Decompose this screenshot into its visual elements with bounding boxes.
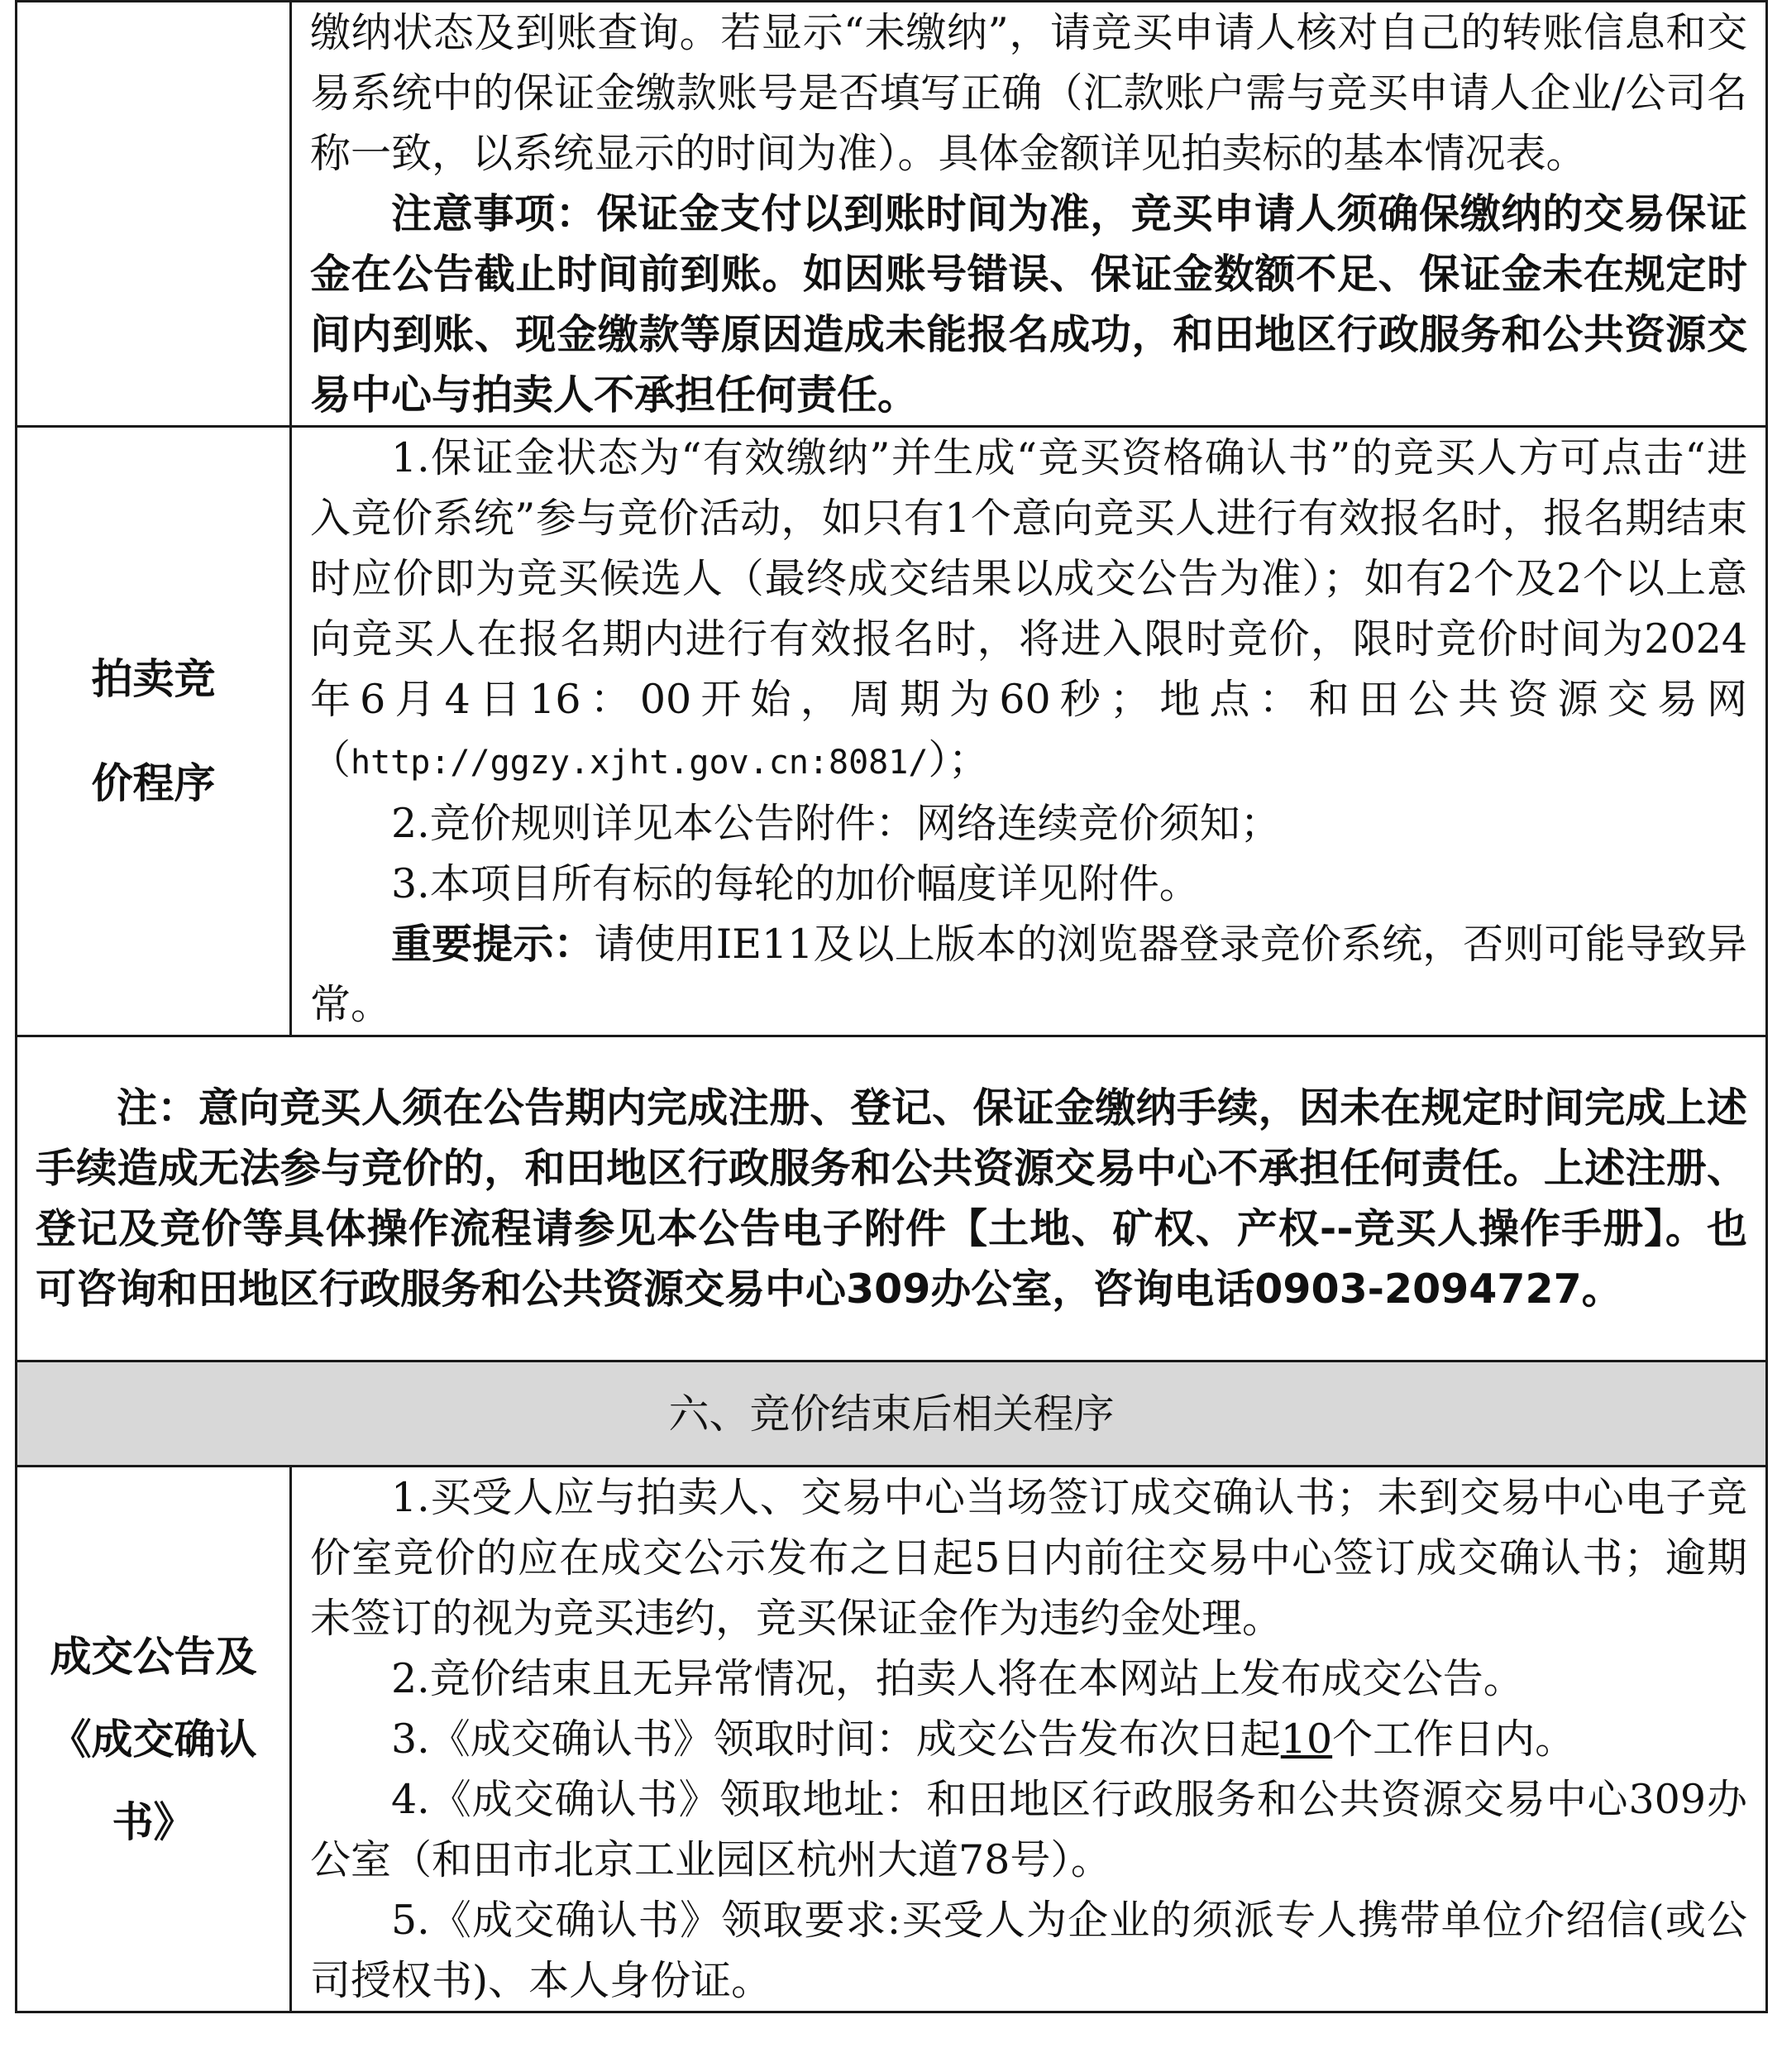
procedure-item-3: 3.本项目所有标的每轮的加价幅度详见附件。 (391, 860, 1200, 907)
procedure-item-2: 2.竞价规则详见本公告附件：网络连续竞价须知； (391, 800, 1281, 847)
procedure-item-1-text: 1.保证金状态为“有效缴纳”并生成“竞买资格确认书”的竞买人方可点击“进入竞价系统”参与竞价活动，如只有1个意向竞买人进行有效报名时，报名期结束时应价即为竞买候选人（最终成交结果以成交公告为准）；如有2个及2个以上意向竞买人在报名期内进行有效报名时，将进入限时竞价，限时竞价时间为2024年6月4日16：00开始，周期为60秒；地点：和田公共资源交易网（ (310, 434, 1747, 783)
confirmation-label-line1: 成交公告及 (50, 1632, 257, 1681)
confirmation-item-1: 1.买受人应与拍卖人、交易中心当场签订成交确认书；未到交易中心电子竞价室竞价的应在成交公示发布之日起5日内前往交易中心签订成交确认书；逾期未签订的视为竞买违约，竞买保证金作为违约金处理。 (310, 1474, 1747, 1642)
auction-procedure-label (17, 427, 291, 1036)
confirmation-item-3-pre: 3.《成交确认书》领取时间：成交公告发布次日起 (391, 1716, 1281, 1763)
auction-procedure-content (291, 427, 1767, 1036)
section-header-row (17, 1361, 1767, 1467)
confirmation-item-3-post: 个工作日内。 (1332, 1716, 1576, 1763)
section-title: 六、竞价结束后相关程序 (17, 1361, 1767, 1467)
auction-procedure-label-line2: 价程序 (91, 759, 216, 807)
deposit-label-cell (17, 2, 291, 427)
important-tip (310, 914, 1747, 1035)
trading-site-link[interactable]: http://ggzy.xjht.gov.cn:8081/ (351, 744, 929, 782)
procedure-item-1-tail: ）； (928, 736, 989, 783)
deposit-row (17, 2, 1767, 427)
auction-procedure-label-line1: 拍卖竞 (91, 655, 216, 703)
confirmation-item-4: 4.《成交确认书》领取地址：和田地区行政服务和公共资源交易中心309办公室（和田市北京工业园区杭州大道78号）。 (310, 1776, 1747, 1883)
confirmation-row (17, 1467, 1767, 2012)
confirmation-item-2: 2.竞价结束且无异常情况，拍卖人将在本网站上发布成交公告。 (391, 1655, 1524, 1702)
confirmation-label-line2: 《成交确认 (50, 1715, 257, 1763)
auction-procedure-row (17, 427, 1767, 1036)
note-cell (17, 1036, 1767, 1361)
important-tip-label: 重要提示： (391, 921, 595, 968)
important-tip-text: 请使用IE11及以上版本的浏览器登录竞价系统，否则可能导致异常。 (310, 921, 1747, 1028)
confirmation-label-line3: 书》 (112, 1797, 195, 1846)
confirmation-item-3 (310, 1709, 1747, 1769)
procedure-item-1 (310, 428, 1747, 793)
confirmation-content (291, 1467, 1767, 2012)
confirmation-label (17, 1467, 291, 2012)
deposit-content-cell (291, 2, 1767, 427)
deposit-notice-text: 注意事项：保证金支付以到账时间为准，竞买申请人须确保缴纳的交易保证金在公告截止时间前到账。如因账号错误、保证金数额不足、保证金未在规定时间内到账、现金缴款等原因造成未能报名成功，和田地区行政服务和公共资源交易中心与拍卖人不承担任何责任。 (310, 190, 1747, 419)
note-text: 注：意向竞买人须在公告期内完成注册、登记、保证金缴纳手续，因未在规定时间完成上述手续造成无法参与竞价的，和田地区行政服务和公共资源交易中心不承担任何责任。上述注册、登记及竞价等具体操作流程请参见本公告电子附件【土地、矿权、产权--竞买人操作手册】。也可咨询和田地区行政服务和公共资源交易中心309办公室，咨询电话0903-2094727。 (36, 1084, 1747, 1313)
deposit-status-text: 缴纳状态及到账查询。若显示“未缴纳”，请竞买申请人核对自己的转账信息和交易系统中的保证金缴款账号是否填写正确（汇款账户需与竞买申请人企业/公司名称一致，以系统显示的时间为准）。具体金额详见拍卖标的基本情况表。 (310, 9, 1747, 177)
workday-count: 10 (1280, 1716, 1333, 1763)
note-row (17, 1036, 1767, 1361)
announcement-table (15, 0, 1768, 2013)
confirmation-item-5: 5.《成交确认书》领取要求:买受人为企业的须派专人携带单位介绍信(或公司授权书)、本人身份证。 (310, 1897, 1747, 2004)
